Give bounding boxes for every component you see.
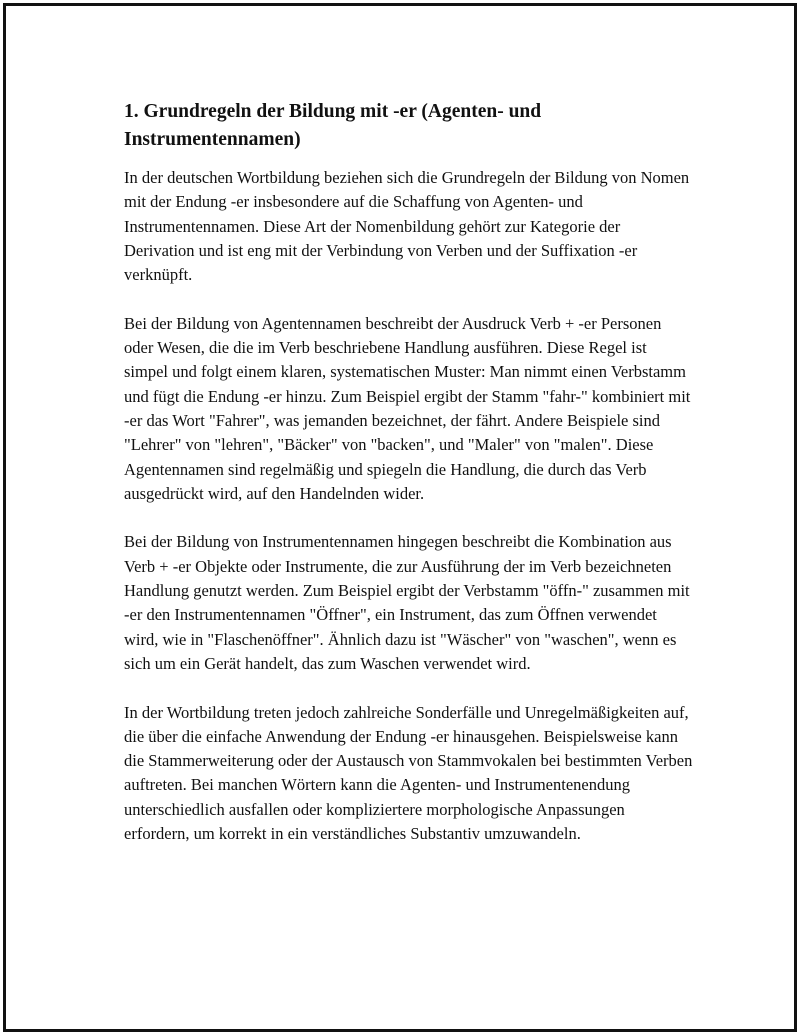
document-body xyxy=(124,98,694,846)
paragraph-instrument-names: Bei der Bildung von Instrumentennamen hingegen beschreibt die Kombination aus Verb + -er Objekte oder Instrumente, die zur Ausführung der im Verb bezeichneten Handlung genutzt werden. Zum Beispiel ergibt der Verbstamm "öffn-" zusammen mit -er den Instrumentennamen "Öffner", ein Instrument, das zum Öffnen verwendet wird, wie in "Flaschenöffner". Ähnlich dazu ist "Wäscher" von "waschen", wenn es sich um ein Gerät handelt, das zum Waschen verwendet wird. xyxy=(124,532,690,673)
page-frame xyxy=(3,3,797,1032)
paragraph-agent-names: Bei der Bildung von Agentennamen beschreibt der Ausdruck Verb + -er Personen oder Wesen, die die im Verb beschriebene Handlung ausführen. Diese Regel ist simpel und folgt einem klaren, systematischen Muster: Man nimmt einen Verbstamm und fügt die Endung -er hinzu. Zum Beispiel ergibt der Stamm "fahr-" kombiniert mit -er das Wort "Fahrer", was jemanden bezeichnet, der fährt. Andere Beispiele sind "Lehrer" von "lehren", "Bäcker" von "backen", und "Maler" von "malen". Diese Agentennamen sind regelmäßig und spiegeln die Handlung, die durch das Verb ausgedrückt wird, auf den Handelnden wider. xyxy=(124,313,691,503)
paragraph-intro: In der deutschen Wortbildung beziehen sich die Grundregeln der Bildung von Nomen mit der Endung -er insbesondere auf die Schaffung von Agenten- und Instrumentennamen. Diese Art der Nomenbildung gehört zur Kategorie der Derivation und ist eng mit der Verbindung von Verben und der Suffixation -er verknüpft. xyxy=(124,168,690,285)
section-title: 1. Grundregeln der Bildung mit -er (Agenten- und Instrumentennamen) xyxy=(124,101,542,150)
paragraph-special-cases: In der Wortbildung treten jedoch zahlreiche Sonderfälle und Unregelmäßigkeiten auf, die über die einfache Anwendung der Endung -er hinausgehen. Beispielsweise kann die Stammerweiterung oder der Austausch von Stammvokalen bei bestimmten Verben auftreten. Bei manchen Wörtern kann die Agenten- und Instrumentenendung unterschiedlich ausfallen oder kompliziertere morphologische Anpassungen erfordern, um korrekt in ein verständliches Substantiv umzuwandeln. xyxy=(124,702,693,844)
